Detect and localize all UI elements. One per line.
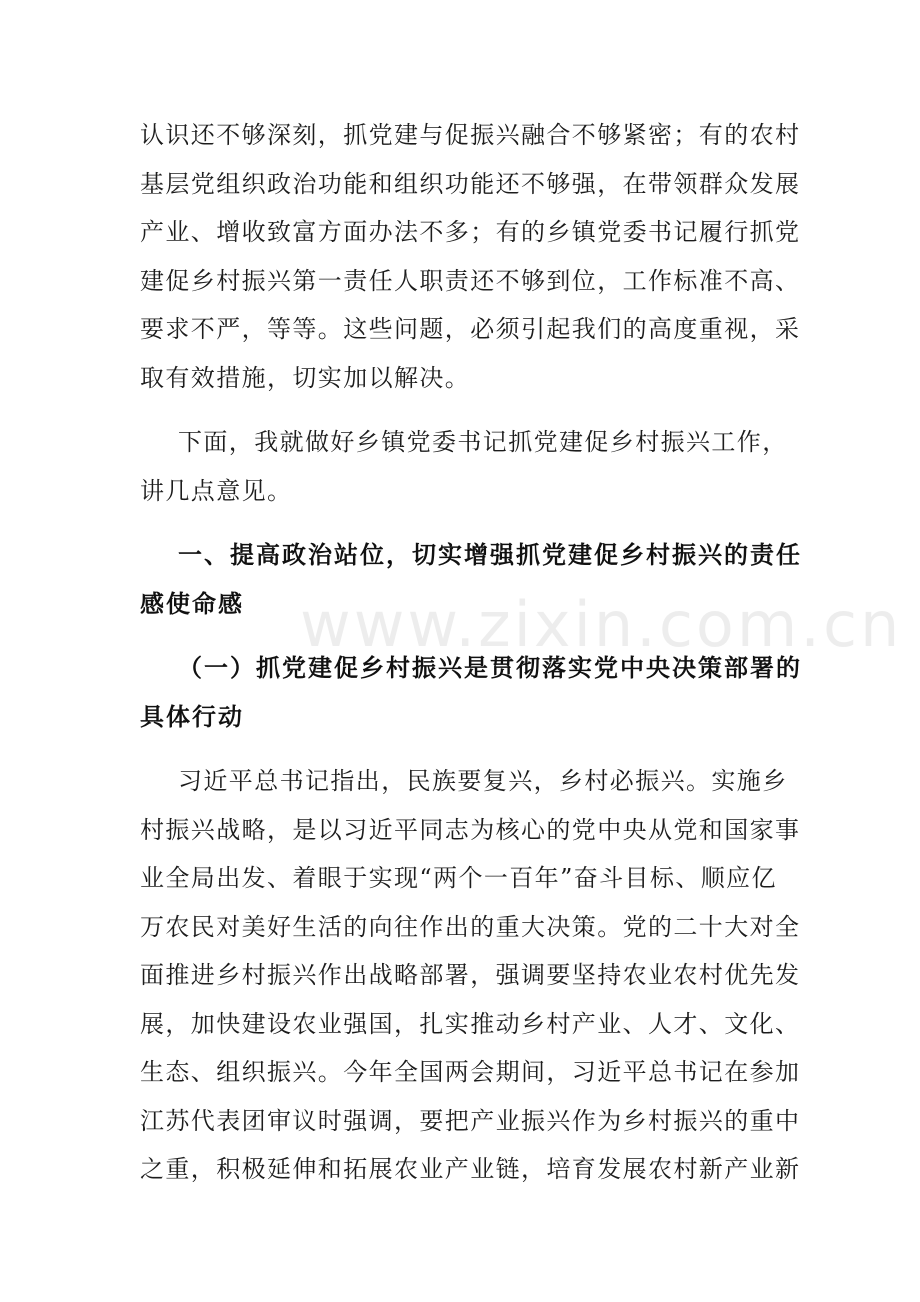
text-line: 下面，我就做好乡镇党委书记抓党建促乡村振兴工作，	[178, 428, 788, 456]
section-heading-1	[140, 531, 802, 628]
text-line: 产业、增收致富方面办法不多；有的乡镇党委书记履行抓党	[140, 218, 801, 246]
paragraph-body	[140, 757, 801, 1194]
watermark-text: www.zixin.com.cn	[300, 588, 903, 661]
text-line: 讲几点意见。	[140, 476, 293, 505]
heading-line: 具体行动	[140, 702, 244, 731]
text-line: 取有效措施，切实加以解决。	[140, 363, 471, 392]
heading-line: 感使命感	[140, 589, 244, 618]
text-line: 江苏代表团审议时强调，要把产业振兴作为乡村振兴的重中	[140, 1106, 801, 1135]
document-body	[140, 111, 802, 1194]
heading-line: 一、提高政治站位，切实增强抓党建促乡村振兴的责任	[178, 541, 802, 569]
text-line: 习近平总书记指出，民族要复兴，乡村必振兴。实施乡	[178, 767, 788, 795]
text-line: 之重，积极延伸和拓展农业产业链，培育发展农村新产业新	[140, 1155, 801, 1183]
subsection-heading-1	[140, 644, 802, 741]
text-line: 业全局出发、着眼于实现“两个一百年”奋斗目标、顺应亿	[140, 864, 777, 892]
text-line: 要求不严，等等。这些问题，必须引起我们的高度重视，采	[140, 315, 801, 343]
text-line: 万农民对美好生活的向往作出的重大决策。党的二十大对全	[140, 912, 801, 941]
text-line: 村振兴战略，是以习近平同志为核心的党中央从党和国家事	[140, 815, 801, 844]
text-line: 基层党组织政治功能和组织功能还不够强，在带领群众发展	[140, 169, 801, 198]
text-line: 认识还不够深刻，抓党建与促振兴融合不够紧密；有的农村	[140, 121, 801, 149]
text-line: 生态、组织振兴。今年全国两会期间，习近平总书记在参加	[140, 1058, 801, 1086]
paragraph-continuation	[140, 111, 801, 402]
paragraph-intro	[140, 418, 788, 515]
text-line: 展，加快建设农业强国，扎实推动乡村产业、人才、文化、	[140, 1009, 801, 1038]
text-line: 建促乡村振兴第一责任人职责还不够到位，工作标准不高、	[140, 266, 801, 295]
heading-line: （一）抓党建促乡村振兴是贯彻落实党中央决策部署的	[178, 654, 802, 682]
text-line: 面推进乡村振兴作出战略部署，强调要坚持农业农村优先发	[140, 961, 801, 989]
